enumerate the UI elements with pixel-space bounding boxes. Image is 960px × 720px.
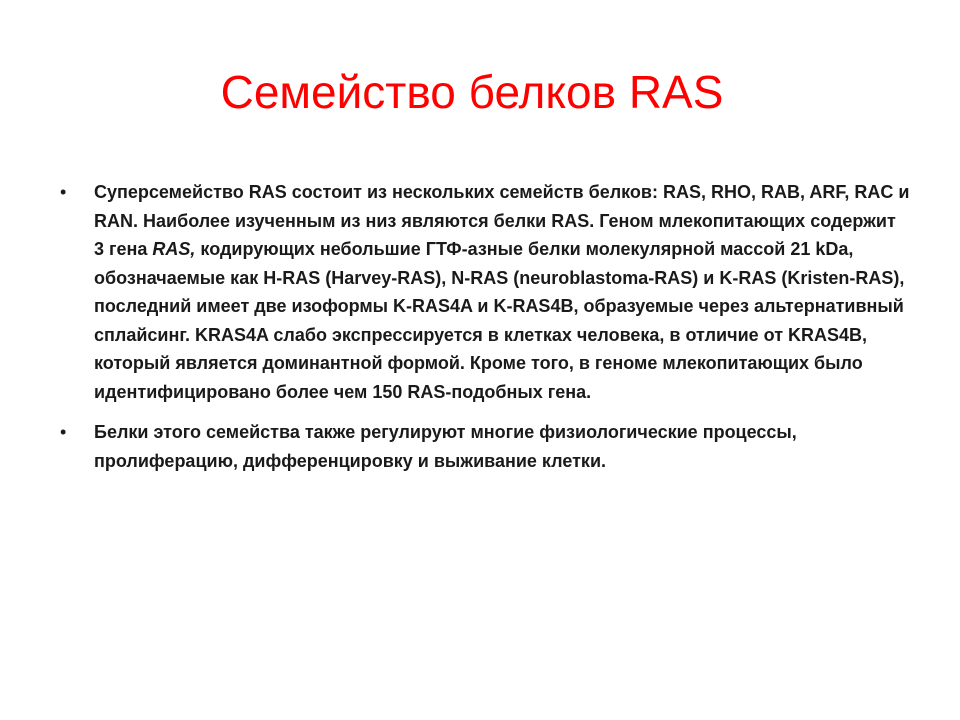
bullet-item — [60, 418, 910, 475]
bullet-text-part: Суперсемейство RAS состоит из нескольких семейств белков: RAS, RHO, RAB, ARF, RAC и RAN. Наиболее изученным из низ являются белки RAS. Геном млекопитающих содержит 3 гена — [94, 182, 910, 259]
bullet-marker: • — [60, 182, 67, 202]
bullet-text-italic: RAS, — [152, 239, 196, 259]
bullet-text-part: Белки этого семейства также регулируют многие физиологические процессы, пролиферацию, дифференцировку и выживание клетки. — [94, 422, 797, 471]
bullet-list — [60, 178, 910, 487]
slide-title: Семейство белков RAS — [220, 66, 724, 118]
bullet-text — [94, 178, 910, 406]
bullet-item — [60, 178, 910, 406]
bullet-marker: • — [60, 422, 67, 442]
bullet-text — [94, 418, 910, 475]
bullet-text-part: кодирующих небольшие ГТФ-азные белки молекулярной массой 21 kDa, обозначаемые как H-RAS (Harvey-RAS), N-RAS (neuroblastoma-RAS) и K-RAS (Kristen-RAS), последний имеет две изоформы K-RAS4A и K-RAS4B, образуемые через альтернативный сплайсинг. KRAS4A слабо экспрессируется в клетках человека, в отличие от KRAS4B, который является доминантной формой. Кроме того, в геноме млекопитающих было идентифицировано более чем 150 RAS-подобных гена. — [94, 239, 905, 402]
